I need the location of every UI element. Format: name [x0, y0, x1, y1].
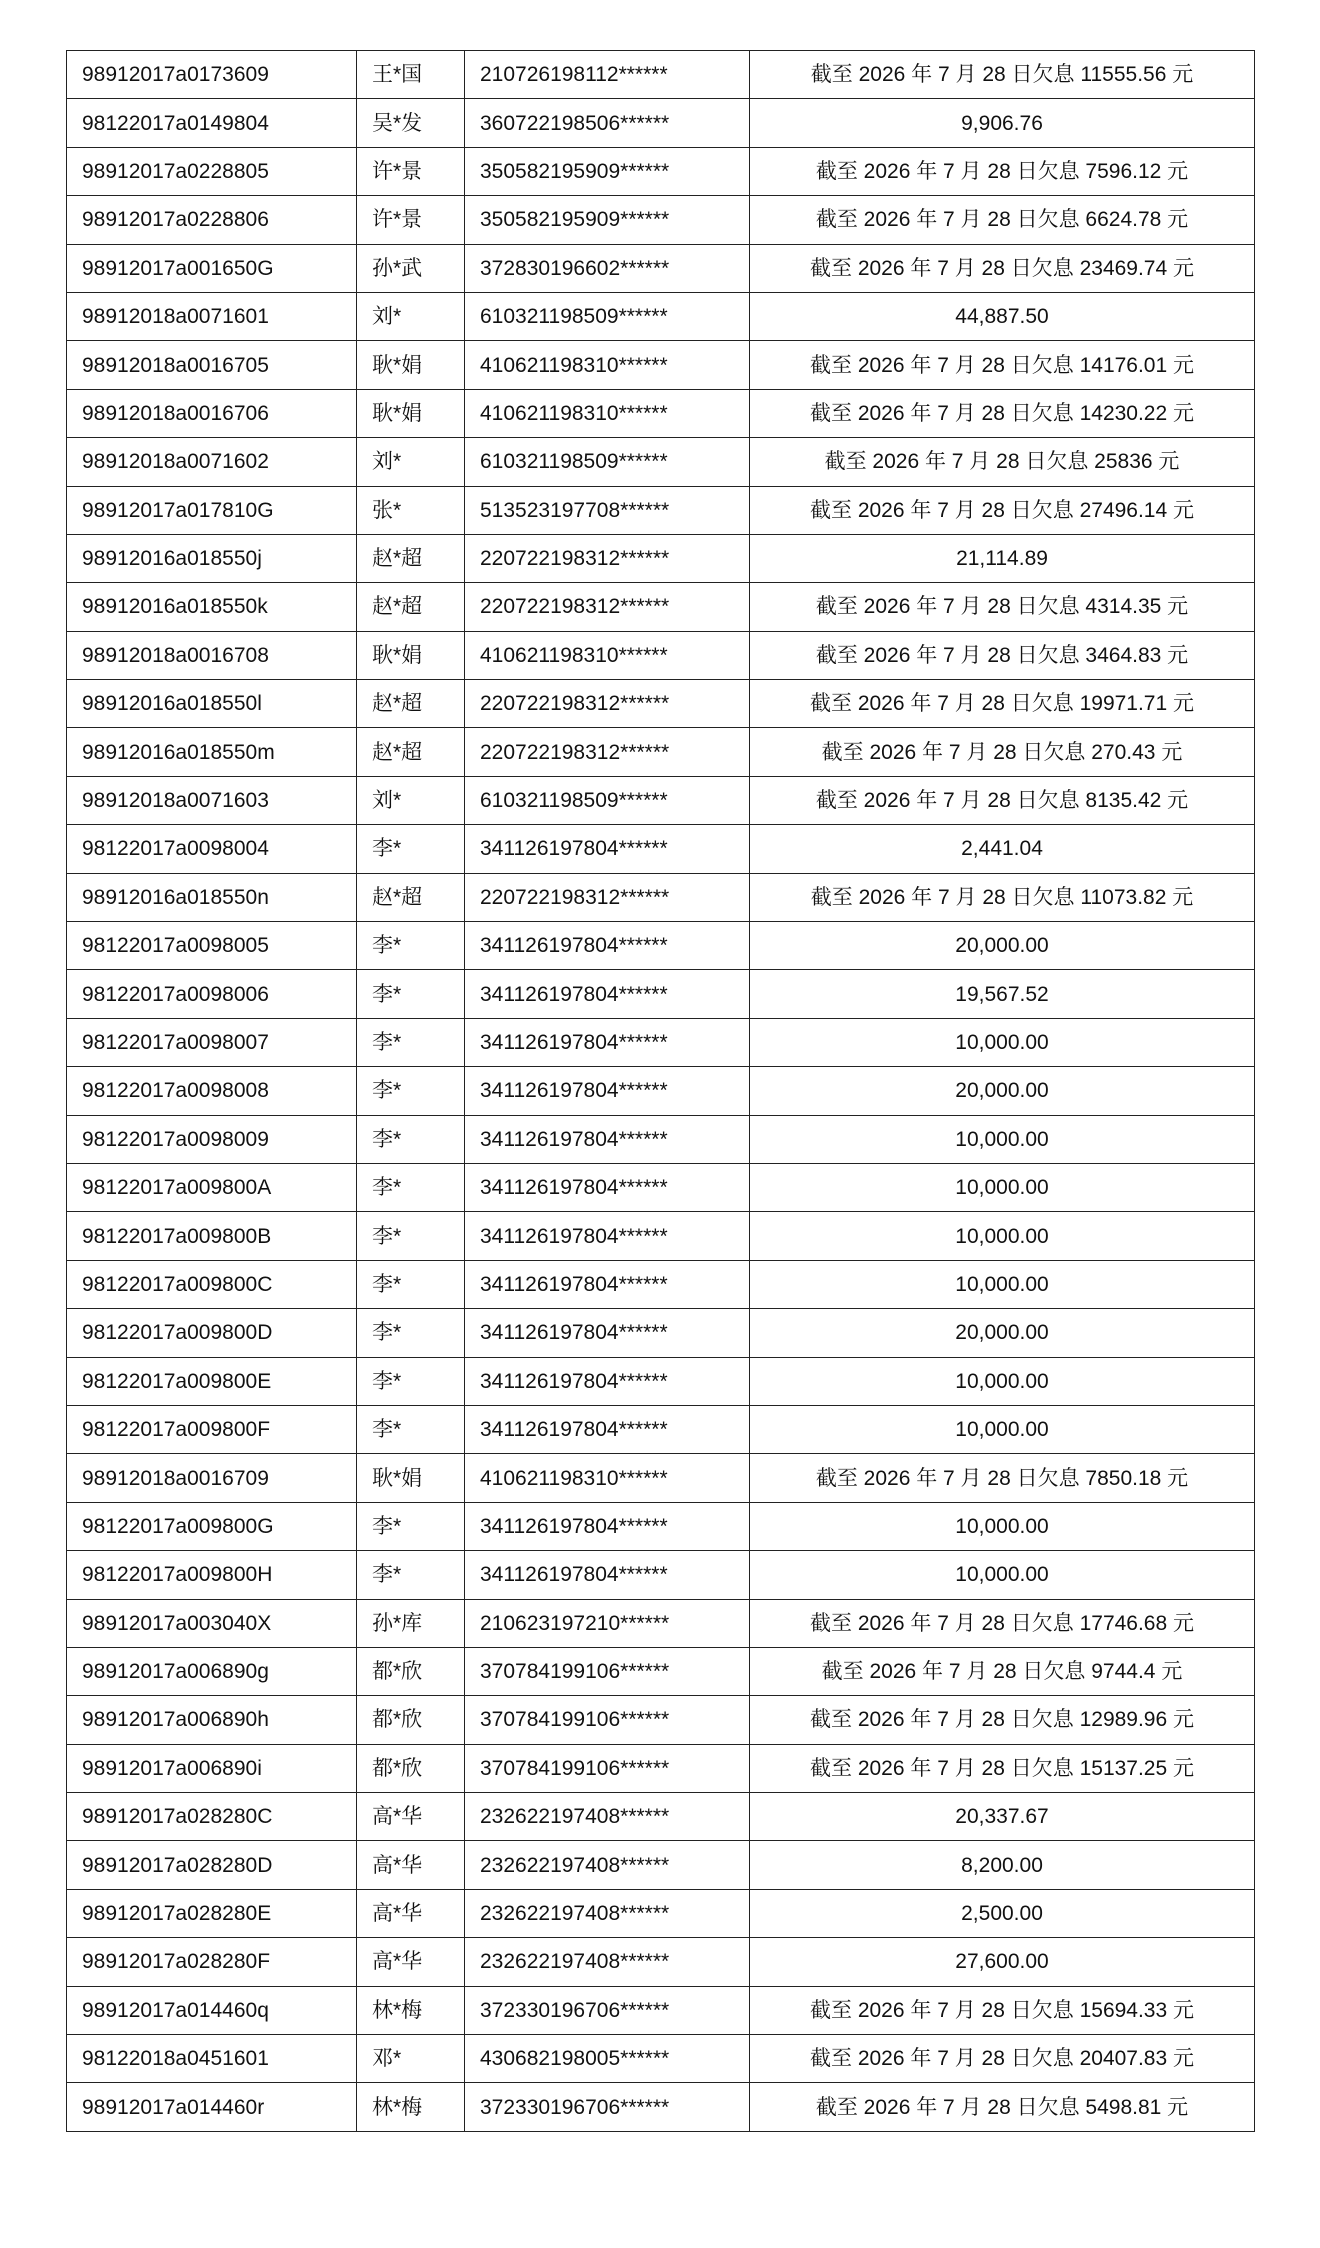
- id-card-number-cell: 370784199106******: [465, 1696, 750, 1744]
- borrower-name-cell: 李*: [357, 1551, 465, 1599]
- account-number-cell: 98122017a0098009: [67, 1115, 357, 1163]
- amount-owed-cell: 截至 2026 年 7 月 28 日欠息 9744.4 元: [750, 1647, 1255, 1695]
- table-row: [67, 728, 1255, 776]
- account-number-cell: 98122017a009800F: [67, 1405, 357, 1453]
- table-row: [67, 534, 1255, 582]
- borrower-name-cell: 都*欣: [357, 1744, 465, 1792]
- id-card-number-cell: 372330196706******: [465, 1986, 750, 2034]
- table-row: [67, 1454, 1255, 1502]
- borrower-name-cell: 赵*超: [357, 583, 465, 631]
- borrower-name-cell: 孙*武: [357, 244, 465, 292]
- borrower-name-cell: 李*: [357, 1309, 465, 1357]
- table-row: [67, 244, 1255, 292]
- table-row: [67, 922, 1255, 970]
- table-row: [67, 99, 1255, 147]
- amount-owed-cell: 2,441.04: [750, 825, 1255, 873]
- amount-owed-cell: 截至 2026 年 7 月 28 日欠息 4314.35 元: [750, 583, 1255, 631]
- table-row: [67, 1405, 1255, 1453]
- id-card-number-cell: 341126197804******: [465, 1067, 750, 1115]
- id-card-number-cell: 220722198312******: [465, 728, 750, 776]
- id-card-number-cell: 232622197408******: [465, 1889, 750, 1937]
- account-number-cell: 98122017a0098007: [67, 1018, 357, 1066]
- account-number-cell: 98122017a009800G: [67, 1502, 357, 1550]
- borrower-name-cell: 赵*超: [357, 728, 465, 776]
- id-card-number-cell: 430682198005******: [465, 2035, 750, 2083]
- table-row: [67, 1889, 1255, 1937]
- table-row: [67, 1502, 1255, 1550]
- amount-owed-cell: 21,114.89: [750, 534, 1255, 582]
- table-row: [67, 2083, 1255, 2131]
- account-number-cell: 98912016a018550n: [67, 873, 357, 921]
- table-row: [67, 1696, 1255, 1744]
- borrower-name-cell: 李*: [357, 1212, 465, 1260]
- account-number-cell: 98122017a0098005: [67, 922, 357, 970]
- id-card-number-cell: 410621198310******: [465, 341, 750, 389]
- amount-owed-cell: 截至 2026 年 7 月 28 日欠息 14176.01 元: [750, 341, 1255, 389]
- borrower-name-cell: 李*: [357, 1018, 465, 1066]
- amount-owed-cell: 19,567.52: [750, 970, 1255, 1018]
- account-number-cell: 98912017a014460q: [67, 1986, 357, 2034]
- id-card-number-cell: 341126197804******: [465, 1115, 750, 1163]
- table-row: [67, 389, 1255, 437]
- account-number-cell: 98122017a009800B: [67, 1212, 357, 1260]
- account-number-cell: 98912018a0016709: [67, 1454, 357, 1502]
- table-row: [67, 1115, 1255, 1163]
- borrower-name-cell: 都*欣: [357, 1647, 465, 1695]
- account-number-cell: 98912018a0071601: [67, 292, 357, 340]
- id-card-number-cell: 410621198310******: [465, 1454, 750, 1502]
- amount-owed-cell: 20,000.00: [750, 922, 1255, 970]
- borrower-name-cell: 耿*娟: [357, 389, 465, 437]
- table-row: [67, 583, 1255, 631]
- borrower-name-cell: 李*: [357, 1357, 465, 1405]
- borrower-name-cell: 李*: [357, 1260, 465, 1308]
- borrower-name-cell: 刘*: [357, 438, 465, 486]
- borrower-name-cell: 高*华: [357, 1793, 465, 1841]
- account-number-cell: 98122017a009800H: [67, 1551, 357, 1599]
- id-card-number-cell: 220722198312******: [465, 534, 750, 582]
- borrower-name-cell: 李*: [357, 1163, 465, 1211]
- account-number-cell: 98912018a0016705: [67, 341, 357, 389]
- amount-owed-cell: 截至 2026 年 7 月 28 日欠息 7596.12 元: [750, 147, 1255, 195]
- borrower-name-cell: 许*景: [357, 147, 465, 195]
- amount-owed-cell: 截至 2026 年 7 月 28 日欠息 11073.82 元: [750, 873, 1255, 921]
- id-card-number-cell: 610321198509******: [465, 776, 750, 824]
- table-row: [67, 292, 1255, 340]
- id-card-number-cell: 372830196602******: [465, 244, 750, 292]
- account-number-cell: 98912017a001650G: [67, 244, 357, 292]
- account-number-cell: 98122017a0149804: [67, 99, 357, 147]
- table-row: [67, 1067, 1255, 1115]
- amount-owed-cell: 2,500.00: [750, 1889, 1255, 1937]
- id-card-number-cell: 341126197804******: [465, 1018, 750, 1066]
- account-number-cell: 98122017a009800C: [67, 1260, 357, 1308]
- amount-owed-cell: 截至 2026 年 7 月 28 日欠息 3464.83 元: [750, 631, 1255, 679]
- amount-owed-cell: 9,906.76: [750, 99, 1255, 147]
- account-number-cell: 98912017a028280C: [67, 1793, 357, 1841]
- id-card-number-cell: 341126197804******: [465, 1212, 750, 1260]
- table-row: [67, 1986, 1255, 2034]
- account-number-cell: 98912016a018550m: [67, 728, 357, 776]
- table-row: [67, 1260, 1255, 1308]
- amount-owed-cell: 截至 2026 年 7 月 28 日欠息 5498.81 元: [750, 2083, 1255, 2131]
- table-row: [67, 147, 1255, 195]
- amount-owed-cell: 10,000.00: [750, 1212, 1255, 1260]
- id-card-number-cell: 341126197804******: [465, 1357, 750, 1405]
- amount-owed-cell: 10,000.00: [750, 1260, 1255, 1308]
- table-row: [67, 1744, 1255, 1792]
- id-card-number-cell: 610321198509******: [465, 292, 750, 340]
- table-row: [67, 1793, 1255, 1841]
- account-number-cell: 98912017a006890h: [67, 1696, 357, 1744]
- table-row: [67, 873, 1255, 921]
- amount-owed-cell: 截至 2026 年 7 月 28 日欠息 17746.68 元: [750, 1599, 1255, 1647]
- borrower-name-cell: 林*梅: [357, 2083, 465, 2131]
- table-row: [67, 680, 1255, 728]
- debt-list-sheet: [66, 50, 1254, 2132]
- amount-owed-cell: 10,000.00: [750, 1551, 1255, 1599]
- amount-owed-cell: 20,337.67: [750, 1793, 1255, 1841]
- account-number-cell: 98912017a028280E: [67, 1889, 357, 1937]
- id-card-number-cell: 360722198506******: [465, 99, 750, 147]
- amount-owed-cell: 截至 2026 年 7 月 28 日欠息 7850.18 元: [750, 1454, 1255, 1502]
- id-card-number-cell: 341126197804******: [465, 970, 750, 1018]
- table-row: [67, 341, 1255, 389]
- account-number-cell: 98122017a0098006: [67, 970, 357, 1018]
- amount-owed-cell: 截至 2026 年 7 月 28 日欠息 19971.71 元: [750, 680, 1255, 728]
- account-number-cell: 98912016a018550j: [67, 534, 357, 582]
- id-card-number-cell: 232622197408******: [465, 1938, 750, 1986]
- account-number-cell: 98912018a0071603: [67, 776, 357, 824]
- id-card-number-cell: 341126197804******: [465, 1309, 750, 1357]
- table-row: [67, 631, 1255, 679]
- account-number-cell: 98912017a014460r: [67, 2083, 357, 2131]
- amount-owed-cell: 截至 2026 年 7 月 28 日欠息 6624.78 元: [750, 196, 1255, 244]
- table-row: [67, 486, 1255, 534]
- table-row: [67, 1212, 1255, 1260]
- account-number-cell: 98122017a009800A: [67, 1163, 357, 1211]
- amount-owed-cell: 截至 2026 年 7 月 28 日欠息 11555.56 元: [750, 51, 1255, 99]
- account-number-cell: 98912017a028280F: [67, 1938, 357, 1986]
- amount-owed-cell: 截至 2026 年 7 月 28 日欠息 20407.83 元: [750, 2035, 1255, 2083]
- amount-owed-cell: 27,600.00: [750, 1938, 1255, 1986]
- borrower-name-cell: 李*: [357, 825, 465, 873]
- amount-owed-cell: 10,000.00: [750, 1018, 1255, 1066]
- id-card-number-cell: 220722198312******: [465, 680, 750, 728]
- account-number-cell: 98912017a006890g: [67, 1647, 357, 1695]
- table-row: [67, 1357, 1255, 1405]
- borrower-name-cell: 高*华: [357, 1841, 465, 1889]
- table-row: [67, 776, 1255, 824]
- borrower-name-cell: 邓*: [357, 2035, 465, 2083]
- account-number-cell: 98912017a006890i: [67, 1744, 357, 1792]
- account-number-cell: 98912017a028280D: [67, 1841, 357, 1889]
- id-card-number-cell: 341126197804******: [465, 1260, 750, 1308]
- id-card-number-cell: 341126197804******: [465, 1405, 750, 1453]
- table-row: [67, 1018, 1255, 1066]
- borrower-name-cell: 高*华: [357, 1889, 465, 1937]
- borrower-name-cell: 都*欣: [357, 1696, 465, 1744]
- account-number-cell: 98912018a0071602: [67, 438, 357, 486]
- account-number-cell: 98912017a0228805: [67, 147, 357, 195]
- id-card-number-cell: 410621198310******: [465, 389, 750, 437]
- table-row: [67, 1551, 1255, 1599]
- id-card-number-cell: 350582195909******: [465, 147, 750, 195]
- borrower-name-cell: 王*国: [357, 51, 465, 99]
- account-number-cell: 98912016a018550l: [67, 680, 357, 728]
- borrower-name-cell: 李*: [357, 1502, 465, 1550]
- borrower-name-cell: 许*景: [357, 196, 465, 244]
- amount-owed-cell: 截至 2026 年 7 月 28 日欠息 270.43 元: [750, 728, 1255, 776]
- account-number-cell: 98912017a0228806: [67, 196, 357, 244]
- account-number-cell: 98122017a009800D: [67, 1309, 357, 1357]
- amount-owed-cell: 截至 2026 年 7 月 28 日欠息 12989.96 元: [750, 1696, 1255, 1744]
- account-number-cell: 98912017a017810G: [67, 486, 357, 534]
- borrower-name-cell: 李*: [357, 1067, 465, 1115]
- id-card-number-cell: 341126197804******: [465, 1551, 750, 1599]
- borrower-name-cell: 李*: [357, 970, 465, 1018]
- amount-owed-cell: 截至 2026 年 7 月 28 日欠息 15694.33 元: [750, 1986, 1255, 2034]
- borrower-name-cell: 耿*娟: [357, 1454, 465, 1502]
- table-row: [67, 2035, 1255, 2083]
- id-card-number-cell: 513523197708******: [465, 486, 750, 534]
- account-number-cell: 98912017a0173609: [67, 51, 357, 99]
- amount-owed-cell: 10,000.00: [750, 1405, 1255, 1453]
- id-card-number-cell: 372330196706******: [465, 2083, 750, 2131]
- id-card-number-cell: 341126197804******: [465, 825, 750, 873]
- table-row: [67, 970, 1255, 1018]
- id-card-number-cell: 610321198509******: [465, 438, 750, 486]
- id-card-number-cell: 232622197408******: [465, 1841, 750, 1889]
- borrower-name-cell: 高*华: [357, 1938, 465, 1986]
- amount-owed-cell: 截至 2026 年 7 月 28 日欠息 23469.74 元: [750, 244, 1255, 292]
- borrower-name-cell: 李*: [357, 1115, 465, 1163]
- amount-owed-cell: 截至 2026 年 7 月 28 日欠息 14230.22 元: [750, 389, 1255, 437]
- table-row: [67, 1599, 1255, 1647]
- amount-owed-cell: 截至 2026 年 7 月 28 日欠息 15137.25 元: [750, 1744, 1255, 1792]
- borrower-name-cell: 李*: [357, 1405, 465, 1453]
- table-row: [67, 196, 1255, 244]
- account-number-cell: 98912017a003040X: [67, 1599, 357, 1647]
- id-card-number-cell: 210623197210******: [465, 1599, 750, 1647]
- account-number-cell: 98122017a009800E: [67, 1357, 357, 1405]
- debt-table-body: [67, 51, 1255, 2132]
- borrower-name-cell: 刘*: [357, 292, 465, 340]
- account-number-cell: 98912018a0016706: [67, 389, 357, 437]
- amount-owed-cell: 截至 2026 年 7 月 28 日欠息 27496.14 元: [750, 486, 1255, 534]
- borrower-name-cell: 耿*娟: [357, 631, 465, 679]
- id-card-number-cell: 220722198312******: [465, 873, 750, 921]
- borrower-name-cell: 李*: [357, 922, 465, 970]
- amount-owed-cell: 8,200.00: [750, 1841, 1255, 1889]
- id-card-number-cell: 232622197408******: [465, 1793, 750, 1841]
- id-card-number-cell: 370784199106******: [465, 1647, 750, 1695]
- account-number-cell: 98122017a0098008: [67, 1067, 357, 1115]
- table-row: [67, 1163, 1255, 1211]
- borrower-name-cell: 耿*娟: [357, 341, 465, 389]
- borrower-name-cell: 吴*发: [357, 99, 465, 147]
- amount-owed-cell: 44,887.50: [750, 292, 1255, 340]
- table-row: [67, 1647, 1255, 1695]
- id-card-number-cell: 220722198312******: [465, 583, 750, 631]
- table-row: [67, 1938, 1255, 1986]
- amount-owed-cell: 10,000.00: [750, 1163, 1255, 1211]
- table-row: [67, 825, 1255, 873]
- amount-owed-cell: 10,000.00: [750, 1357, 1255, 1405]
- id-card-number-cell: 341126197804******: [465, 1163, 750, 1211]
- debt-table: [66, 50, 1255, 2132]
- table-row: [67, 1309, 1255, 1357]
- borrower-name-cell: 赵*超: [357, 680, 465, 728]
- amount-owed-cell: 10,000.00: [750, 1115, 1255, 1163]
- borrower-name-cell: 林*梅: [357, 1986, 465, 2034]
- id-card-number-cell: 410621198310******: [465, 631, 750, 679]
- id-card-number-cell: 341126197804******: [465, 1502, 750, 1550]
- amount-owed-cell: 截至 2026 年 7 月 28 日欠息 8135.42 元: [750, 776, 1255, 824]
- id-card-number-cell: 341126197804******: [465, 922, 750, 970]
- id-card-number-cell: 350582195909******: [465, 196, 750, 244]
- borrower-name-cell: 赵*超: [357, 873, 465, 921]
- account-number-cell: 98122017a0098004: [67, 825, 357, 873]
- amount-owed-cell: 10,000.00: [750, 1502, 1255, 1550]
- id-card-number-cell: 370784199106******: [465, 1744, 750, 1792]
- account-number-cell: 98912018a0016708: [67, 631, 357, 679]
- account-number-cell: 98912016a018550k: [67, 583, 357, 631]
- table-row: [67, 51, 1255, 99]
- borrower-name-cell: 张*: [357, 486, 465, 534]
- id-card-number-cell: 210726198112******: [465, 51, 750, 99]
- amount-owed-cell: 20,000.00: [750, 1309, 1255, 1357]
- table-row: [67, 1841, 1255, 1889]
- borrower-name-cell: 孙*库: [357, 1599, 465, 1647]
- borrower-name-cell: 刘*: [357, 776, 465, 824]
- amount-owed-cell: 20,000.00: [750, 1067, 1255, 1115]
- account-number-cell: 98122018a0451601: [67, 2035, 357, 2083]
- borrower-name-cell: 赵*超: [357, 534, 465, 582]
- amount-owed-cell: 截至 2026 年 7 月 28 日欠息 25836 元: [750, 438, 1255, 486]
- table-row: [67, 438, 1255, 486]
